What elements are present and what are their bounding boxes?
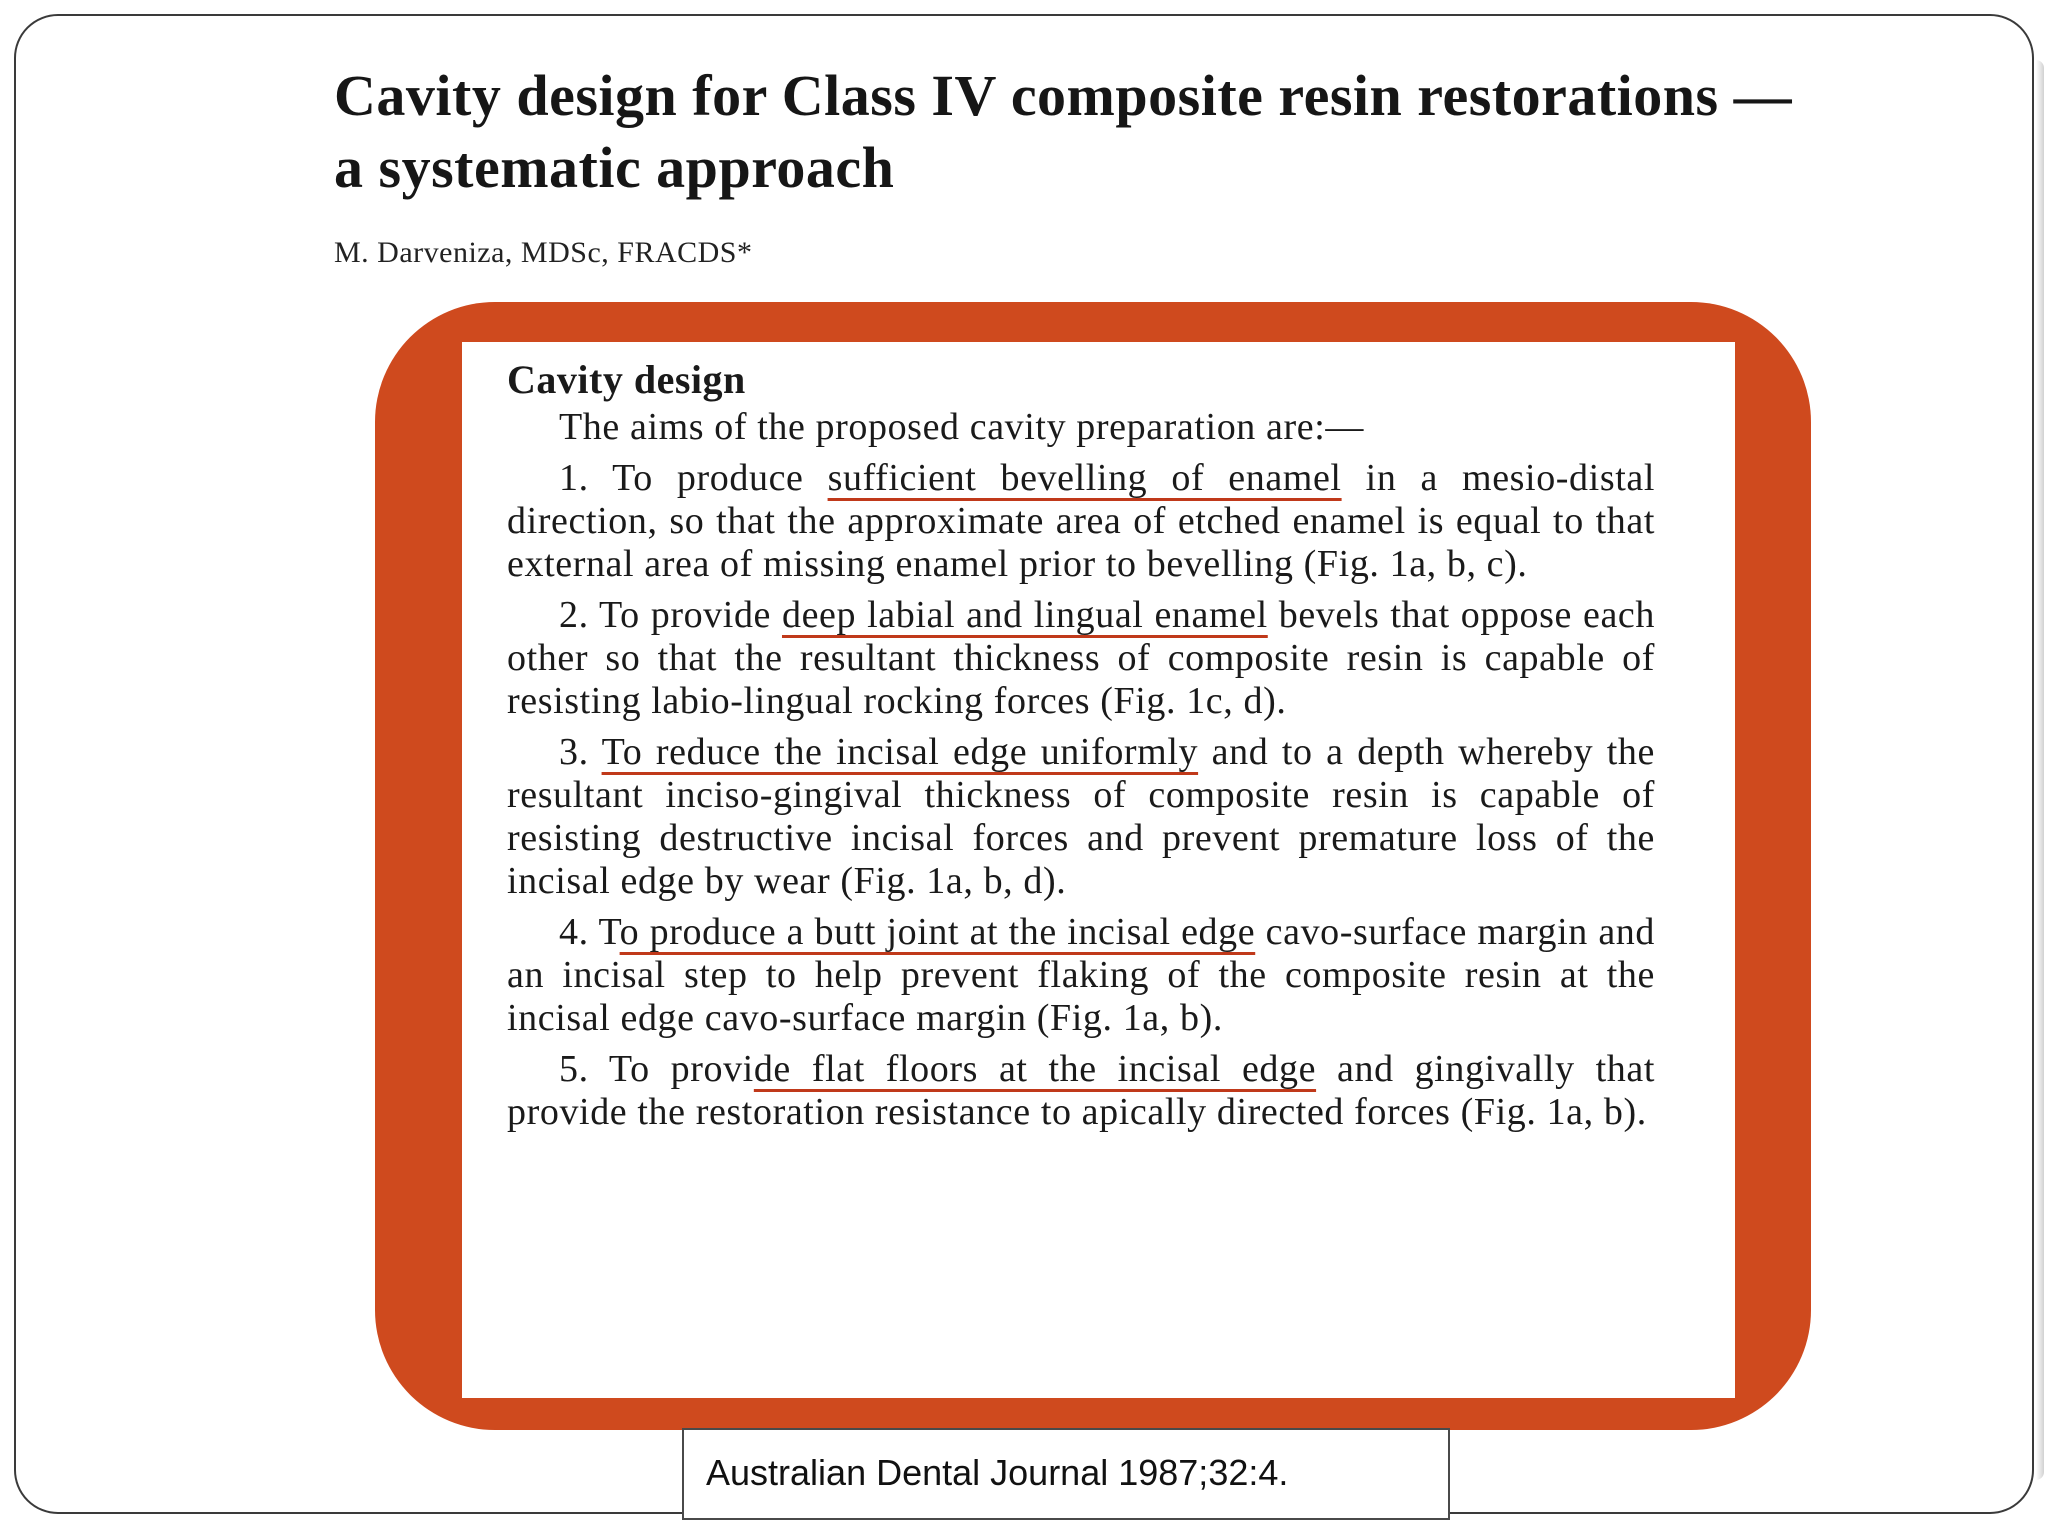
excerpt-panel — [462, 342, 1735, 1398]
excerpt-heading: Cavity design — [507, 357, 746, 402]
citation-text: Australian Dental Journal 1987;32:4. — [706, 1452, 1289, 1493]
aim-item-3-underlined: To reduce the incisal edge uniformly — [601, 731, 1199, 773]
aim-item-2 — [507, 594, 1655, 723]
citation-box — [682, 1428, 1450, 1520]
aim-item-3-post: and to a depth whereby the resultant inciso-gingival thickness of composite resin is capable of resisting destructive incisal forces and prevent premature loss of the incisal edge by wear (Fig. 1a, b, d). — [507, 731, 1655, 902]
aim-item-4-underlined: o produce a butt joint at the incisal edge — [619, 911, 1256, 953]
excerpt-intro: The aims of the proposed cavity preparation are:— — [559, 406, 1364, 448]
aim-item-5 — [507, 1048, 1655, 1134]
aim-item-4-post: cavo-surface margin and an incisal step to help prevent flaking of the composite resin at the incisal edge cavo-surface margin (Fig. 1a, b). — [507, 911, 1655, 1039]
slide-shadow — [2036, 60, 2044, 1480]
aim-item-5-pre: 5. To provi — [559, 1048, 754, 1090]
aim-item-2-underlined: deep labial and lingual enamel — [781, 594, 1268, 636]
aim-item-5-post: and gingivally that provide the restoration resistance to apically directed forces (Fig. 1a, b). — [507, 1048, 1655, 1133]
aim-item-3-pre: 3. — [559, 731, 602, 773]
aim-item-4-pre: 4. T — [559, 911, 620, 953]
aim-item-4 — [507, 911, 1655, 1040]
aim-item-1-pre: 1. To produce — [559, 457, 828, 499]
paper-title: Cavity design for Class IV composite resin restorations — a systematic approach — [334, 63, 1793, 200]
aim-item-1-post: in a mesio-distal direction, so that the approximate area of etched enamel is equal to that external area of missing enamel prior to bevelling (Fig. 1a, b, c). — [507, 457, 1655, 585]
aim-item-2-post: bevels that oppose each other so that the resultant thickness of composite resin is capable of resisting labio-lingual rocking forces (Fig. 1c, d). — [507, 594, 1655, 722]
aim-item-1 — [507, 457, 1655, 586]
aim-item-2-pre: 2. To provide — [559, 594, 782, 636]
aim-item-5-underlined: de flat floors at the incisal edge — [753, 1048, 1317, 1090]
aim-item-1-underlined: sufficient bevelling of enamel — [827, 457, 1342, 499]
paper-author: M. Darveniza, MDSc, FRACDS* — [334, 236, 753, 269]
aim-item-3 — [507, 731, 1655, 903]
